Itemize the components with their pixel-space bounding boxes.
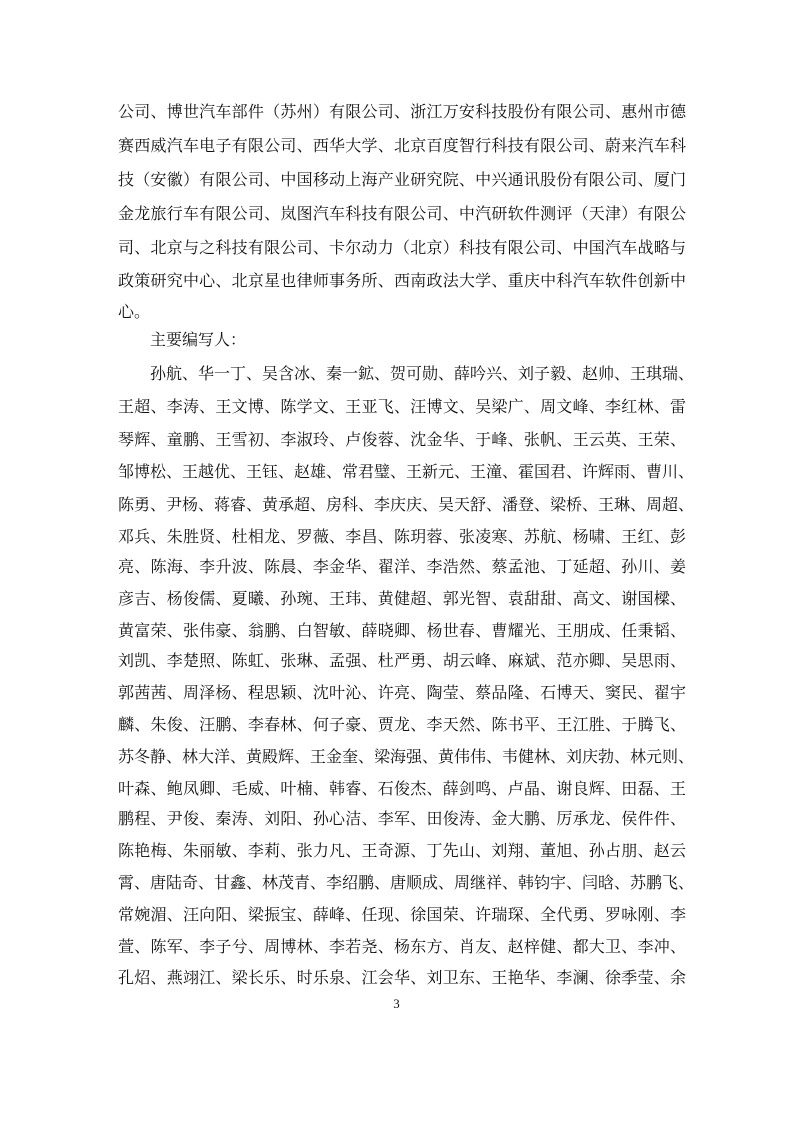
- text-line: 司、北京与之科技有限公司、卡尔动力（北京）科技有限公司、中国汽车战略与: [118, 240, 686, 257]
- text-line: 鹏程、尹俊、秦涛、刘阳、孙心洁、李军、田俊涛、金大鹏、厉承龙、侯件件、: [118, 811, 686, 828]
- page-number: 3: [393, 996, 400, 1011]
- text-line: 黄富荣、张伟豪、翁鹏、白智敏、薛晓卿、杨世春、曹耀光、王朋成、任秉韬、: [118, 623, 686, 640]
- text-line: 刘凯、李楚照、陈虹、张琳、孟强、杜严勇、胡云峰、麻斌、范亦卿、吴思雨、: [118, 653, 686, 670]
- text-line: 苏冬静、林大洋、黄殿辉、王金奎、梁海强、黄伟伟、韦健林、刘庆勃、林元则、: [118, 749, 695, 766]
- text-line: 彦吉、杨俊儒、夏曦、孙琬、王玮、黄健超、郭光智、袁甜甜、高文、谢国樑、: [118, 591, 686, 608]
- text-line: 陈艳梅、朱丽敏、李莉、张力凡、王奇源、丁先山、刘翔、董旭、孙占朋、赵云: [118, 843, 686, 860]
- text-line: 公司、博世汽车部件（苏州）有限公司、浙江万安科技股份有限公司、惠州市德: [118, 104, 686, 121]
- text-line: 霄、唐陆奇、甘鑫、林茂青、李绍鹏、唐顺成、周继祥、韩钧宇、闫晗、苏鹏飞、: [118, 875, 695, 892]
- text-line: 孔炤、燕翊江、梁长乐、时乐泉、江会华、刘卫东、王艳华、李澜、徐季莹、余: [118, 970, 686, 987]
- text-line: 琴辉、童鹏、王雪初、李淑玲、卢俊蓉、沈金华、于峰、张帆、王云英、王荣、: [118, 432, 686, 449]
- text-line: 金龙旅行车有限公司、岚图汽车科技有限公司、中汽研软件测评（天津）有限公: [118, 206, 686, 223]
- text-line: 麟、朱俊、汪鹏、李春林、何子豪、贾龙、李天然、陈书平、王江胜、于腾飞、: [118, 717, 686, 734]
- text-line: 陈勇、尹杨、蒋睿、黄承超、房科、李庆庆、吴天舒、潘登、梁桥、王琳、周超、: [118, 497, 695, 514]
- text-line: 亮、陈海、李升波、陈晨、李金华、翟洋、李浩然、蔡孟池、丁延超、孙川、姜: [118, 559, 686, 576]
- text-line: 技（安徽）有限公司、中国移动上海产业研究院、中兴通讯股份有限公司、厦门: [118, 172, 686, 189]
- text-line: 常婉湄、汪向阳、梁振宝、薛峰、任现、徐国荣、许瑞琛、全代勇、罗咏刚、李: [118, 907, 686, 924]
- text-line: 王超、李涛、王文博、陈学文、王亚飞、汪博文、吴梁广、周文峰、李红林、雷: [118, 399, 686, 416]
- text-line: 政策研究中心、北京星也律师事务所、西南政法大学、重庆中科汽车软件创新中: [118, 273, 686, 290]
- text-line: 萱、陈军、李子兮、周博林、李若尧、杨东方、肖友、赵梓健、都大卫、李冲、: [118, 939, 686, 956]
- text-line: 邓兵、朱胜贤、杜相龙、罗薇、李昌、陈玥蓉、张凌寒、苏航、杨啸、王红、彭: [118, 529, 686, 546]
- text-line: 赛西威汽车电子有限公司、西华大学、北京百度智行科技有限公司、蔚来汽车科: [118, 138, 686, 155]
- text-line: 叶森、鲍凤卿、毛威、叶楠、韩睿、石俊杰、薛剑鸣、卢晶、谢良辉、田磊、王: [118, 781, 686, 798]
- text-line: 心。: [118, 304, 151, 321]
- authors-heading: 主要编写人：: [150, 332, 247, 349]
- text-line: 郭茜茜、周泽杨、程思颖、沈叶沁、许亮、陶莹、蔡品隆、石博天、窦民、翟宇: [118, 685, 686, 702]
- text-line: 孙航、华一丁、吴含冰、秦一鉱、贺可勋、薛吟兴、刘子毅、赵帅、王琪瑞、: [150, 366, 695, 383]
- text-line: 邹博松、王越优、王钰、赵雄、常君璧、王新元、王潼、霍国君、许辉雨、曹川、: [118, 464, 695, 481]
